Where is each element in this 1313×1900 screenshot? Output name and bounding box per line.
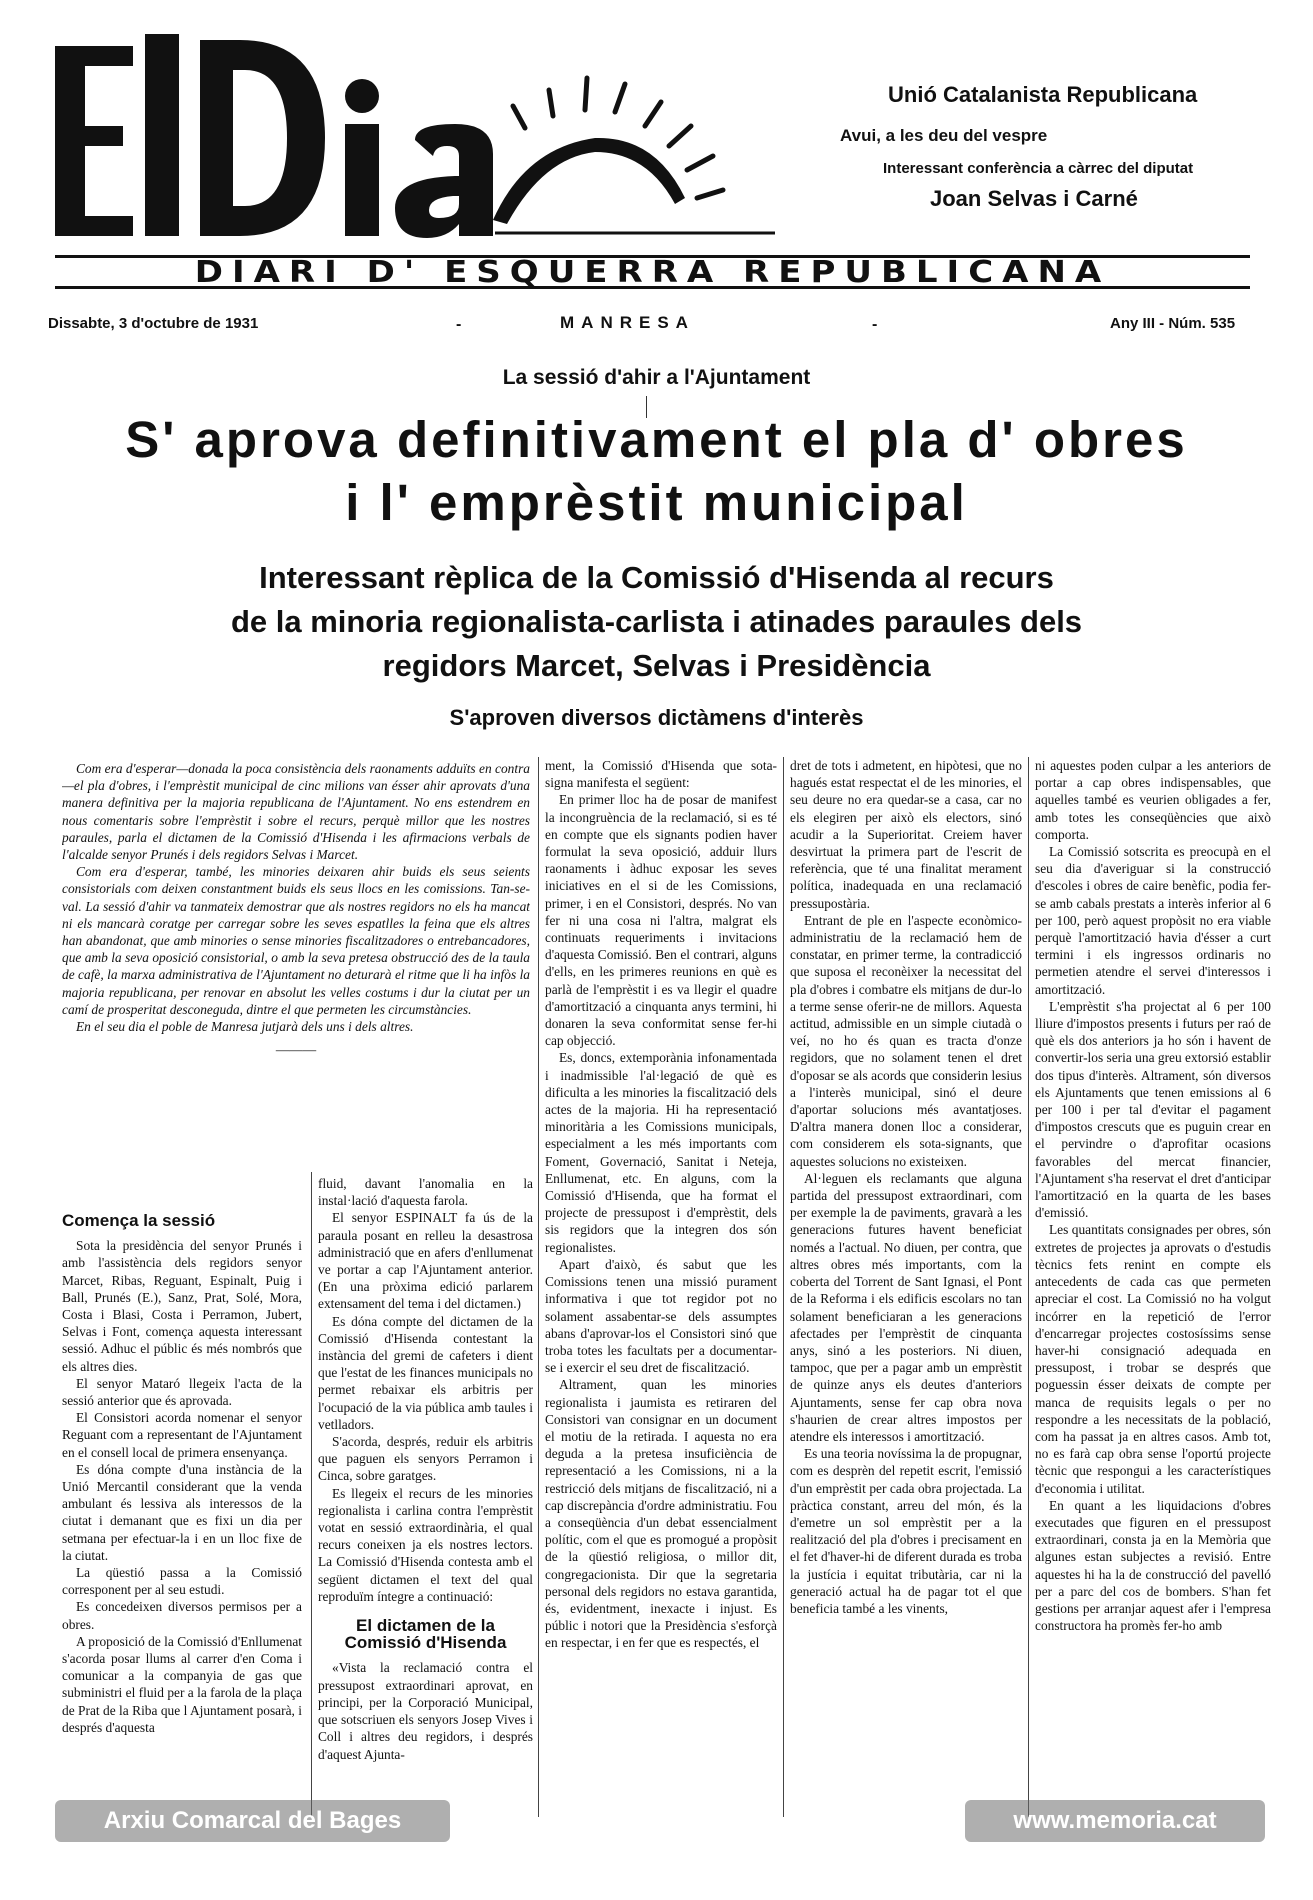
column-session-continued — [318, 1175, 533, 1812]
issue-number: Any III - Núm. 535 — [1110, 315, 1236, 332]
column-rule — [311, 1172, 312, 1817]
body-paragraph: Entrant de ple en l'aspecte econòmico-administratiu de la reclamació hem de constatar, en primer terme, la contradicció que suposa el reconèixer la necessitat del pla d'obres i combatre els mitjans de dur-lo a terme sense oferir-ne de millors. Aquesta actitud, admissible en un simple ciutadà o veí, no ho és quan es tracta d'onze regidors, que no solament tenen el dret d'oposar se als acords que considerin lesius a l'interès municipal, sinó el deure d'aportar solucions més avantatjoses. D'altra manera donen lloc a considerar, com considerem els sota-signants, que aquestes solucions no existeixen. — [790, 912, 1022, 1169]
body-paragraph: En primer lloc ha de posar de manifest la incongruència de la reclamació, si es té en compte que els signants podien haver formulat la seva oposició, adduir llurs raonaments i àdhuc exposar les seves iniciatives en el si de les Comissions, primer, i en el Consistori, després. No van fer ni una cosa ni l'altra, malgrat els continuats requeriments i invitacions d'aquesta Comissió. Ben el contrari, alguns d'ells, en les primeres reunions en què es parlà de l'emprèstit i es va llegir el quadre d'amortització a cinquanta anys termini, hi donaren la seva conformitat sense fer-hi cap objecció. — [545, 792, 777, 1049]
subdeck: S'aproven diversos dictàmens d'interès — [449, 705, 864, 730]
dateline-separator: - — [456, 316, 462, 333]
issue-date: Dissabte, 3 d'octubre de 1931 — [48, 315, 259, 332]
body-paragraph: ment, la Comissió d'Hisenda que sota-signa manifesta el següent: — [545, 758, 777, 791]
column-dictamen-2 — [790, 757, 1022, 1812]
announcement-speaker: Joan Selvas i Carné — [930, 186, 1138, 211]
body-paragraph: Es, doncs, extemporània infonamentada i inadmissible l'al·legació de què es dificulta a les minories la fiscalització dels actes de la majoria. Hi ha representació minoritària a les Comissions municipals, especialment a les més importants com Foment, Governació, Sanitat i Neteja, Enllumenat, etc. En alguns, com la Comissió d'Hisenda, que ha format el projecte de pressupost i d'emprèstit, dels sis regidors que la integren dos són regionalistes. — [545, 1050, 777, 1255]
announcement-org: Unió Catalanista Republicana — [888, 82, 1198, 107]
column-dictamen-3 — [1035, 757, 1271, 1812]
article-kicker: La sessió d'ahir a l'Ajuntament — [502, 366, 811, 389]
body-paragraph: En quant a les liquidacions d'obres executades que figuren en el pressupost extraordinari, consta ja en la Memòria que algunes estan subjectes a revisió. Entre aquestes hi ha la de construcció del pavelló per a parc del cos de bombers. S'han fet gestions per arranjar aquest afer i l'empresa constructora ha promès fer-ho amb — [1035, 1497, 1271, 1634]
column-rule — [1028, 757, 1029, 1817]
announcement-time: Avui, a les deu del vespre — [840, 126, 1048, 145]
headline-line-1: S' aprova definitivament el pla d' obres — [125, 411, 1188, 468]
body-paragraph: El Consistori acorda nomenar el senyor Reguant com a representant de l'Ajuntament en el consell local de primera ensenyança. — [62, 1410, 302, 1460]
body-paragraph: El senyor ESPINALT fa ús de la paraula posant en relleu la desastrosa administració que en afers d'enllumenat ve portar a cap l'Ajuntament anterior. (En una pròxima edició parlarem extensament del tema i del dictamen.) — [318, 1210, 533, 1312]
body-paragraph: El senyor Mataró llegeix l'acta de la sessió anterior que és aprovada. — [62, 1375, 302, 1409]
body-paragraph: fluid, davant l'anomalia en la instal·lació d'aquesta farola. — [318, 1176, 533, 1209]
masthead-logo — [55, 28, 775, 243]
archive-watermark: Arxiu Comarcal del Bages — [55, 1800, 450, 1842]
body-paragraph: Sota la presidència del senyor Prunés i amb l'assistència dels regidors senyor Marcet, Ribas, Reguant, Espinalt, Puig i Ball, Prunés (E.), Sanz, Prat, Solé, Mora, Costa i Blasi, Costa i Perramon, Jubert, Selvas i Font, comença aquesta interessant sessió. Adhuc el públic és més nombrós que els altres dies. — [62, 1238, 302, 1374]
body-paragraph: Altrament, quan les minories regionalista i jaumista es retiraren del Consistori van consignar en un document el motiu de la retirada. I aquesta no era deguda a la pretesa insuficiència de representació a les Comissions, ni a la restricció dels mitjans de fiscalització, ni a cap discrepància d'ordre administratiu. Fou a conseqüència d'un debat essencialment polític, com el que es promogué a propòsit de la qüestió religiosa, o millor dit, congregacionista. Dir que la segretaria personal dels regidors no estava garantida, és, evidentment, inexacte i injust. Es públic i notori que la Presidència s'esforçà en respectar, i en fer que es respectés, el — [545, 1377, 777, 1651]
masthead-subtitle: DIARI D' ESQUERRA REPUBLICANA — [194, 254, 1111, 290]
column-rule — [538, 757, 539, 1817]
website-watermark: www.memoria.cat — [965, 1800, 1265, 1842]
column-session-start — [62, 1212, 302, 1812]
issue-city: MANRESA — [560, 313, 695, 332]
body-paragraph: Al·leguen els reclamants que alguna partida del pressupost extraordinari, com per exemple la de paviments, gravarà a les generacions futures havent beneficiat només a l'actual. No diuen, per contra, que altres obres més importants, com la coberta del Torrent de Sant Ignasi, el Pont de la Reforma i els edificis escolars no tan solament beneficiaran a les generacions afectades per l'emprèstit de cinquanta anys, sinó a les posteriors. Ni diuen, tampoc, que per a pagar amb un emprèstit de quinze anys els deutes d'anteriors Ajuntaments, sense fer cap obra nova s'haurien de crear altres impostos per atendre els interessos i amortització. — [790, 1170, 1022, 1444]
article-intro — [62, 760, 530, 1150]
body-paragraph: Es dóna compte d'una instància de la Unió Mercantil considerant que la venda ambulant és lessiva als interessos de la ciutat i demanant que es fixi un dia per setmana per efectuar-la i en un lloc fixe de la ciutat. — [62, 1461, 302, 1563]
intro-paragraph: Com era d'esperar—donada la poca consistència dels raonaments adduïts en contra—el pla d'obres, i l'emprèstit municipal de cinc milions van ésser ahir aprovats d'una manera definitiva per la majoria republicana de l'Ajuntament. No ens estendrem en nous comentaris sobre l'emprèstit i sobre el recurs, perquè millor que les nostres paraules, parla el dictamen de la Comissió d'Hisenda i les afirmacions verbals de l'alcalde senyor Prunés i dels regidors Selvas i Marcet. — [62, 761, 530, 863]
body-paragraph: La qüestió passa a la Comissió corresponent per al seu estudi. — [62, 1565, 302, 1598]
body-paragraph: Es dóna compte del dictamen de la Comissió d'Hisenda contestant la instància del gremi de cafeters i dient que l'estat de les finances municipals no permet rebaixar els arbitris per l'ocupació de la via pública amb taules i vetlladors. — [318, 1313, 533, 1432]
body-paragraph: ni aquestes poden culpar a les anteriors de portar a cap obres indispensables, que aquelles també es veurien obligades a fer, amb totes les conseqüències que això comporta. — [1035, 758, 1271, 842]
body-paragraph: La Comissió sotscrita es preocupà en el seu dia d'averiguar si la construcció d'escoles i obres de caire benèfic, podia fer-se amb cabals prestats a interès inferior al 6 per 100, però aquest propòsit no era viable perquè l'amortització havia d'ésser a curt termini i els ingressos ordinaris no permetien atendre el servei d'interessos i amortització. — [1035, 844, 1271, 997]
dateline-separator: - — [872, 316, 878, 333]
column-dictamen-1 — [545, 757, 777, 1812]
body-paragraph: A proposició de la Comissió d'Enllumenat s'acorda posar llums al carrer d'en Coma i comunicar a la companyia de gas que subministri el fluid per a la farola de la plaça de Prat de la Riba que l Ajuntament posarà, i després d'aquesta — [62, 1633, 302, 1735]
section-heading: El dictamen de la Comissió d'Hisenda — [344, 1616, 507, 1653]
body-paragraph: Les quantitats consignades per obres, són extretes de projectes ja aprovats o d'estudis tècnics fets renint en compte els antecedents de cada cas que permeten apreciar el cost. La Comissió no ha volgut incórrer en la repetició de l'error d'encarregar projectes costosíssims sense haver-hi consignació adequada en pressupost, i trobar se després que poguessin ésser deixats de compte per manca de requisits legals o per no respondre a les necessitats de la població, com ha passat ja en altres casos. Amb tot, no es farà cap obra sense l'oportú projecte tècnic que respongui a les característiques d'economia i utilitat. — [1035, 1222, 1271, 1496]
body-paragraph: Apart d'això, és sabut que les Comissions tenen una missió purament informativa i que tot regidor pot no solament assabentar-se dels assumptes abans d'aprovar-los el Consistori sinó que troba totes les facultats per a documentar-se i exercir el seu dret de fiscalització. — [545, 1256, 777, 1376]
deck-line-2: de la minoria regionalista-carlista i atinades paraules dels — [230, 604, 1083, 639]
section-heading: Comença la sessió — [62, 1212, 216, 1230]
deck-line-3: regidors Marcet, Selvas i Presidència — [382, 648, 931, 683]
intro-paragraph: Com era d'esperar, també, les minories deixaren ahir buids els seus seients consistorials com deixen constantment buids els seus llocs en les comissions. Tan-se-val. La sessió d'ahir va tanmateix demostrar que als nostres regidors no els ha mancat ni els mancarà coratge per carregar sobre les seves espatlles la feina que els altres han abandonat, que amb minories o sense minories fiscalitzadores o entrebancadores, que amb la seva oposició consistorial, o amb la seva pretesa obstrucció des de la taula de cafè, la marxa administrativa de l'Ajuntament no deturarà el ritme que li ha infòs la majoria republicana, per renovar en absolut les velles costums i dur la ciutat per un camí de prosperitat desconeguda, dintre el que permeten les circumstàncies. — [62, 864, 530, 1017]
body-paragraph: L'emprèstit s'ha projectat al 6 per 100 lliure d'impostos presents i futurs per raó de què els dos anteriors ja ho són i havent de convertir-los seria una greu extorsió establir dos tipus d'interès. Altrament, són diversos els Ajuntaments que tenen emissions al 6 per 100 i per tal d'evitar el pagament d'impostos crescuts que es puguin crear en el pervindre o d'aprofitar ocasions favorables del mercat financier, l'Ajuntament s'ha reservat el dret d'anticipar l'amortització en la quarta de les bases d'emissió. — [1035, 998, 1271, 1221]
deck-line-1: Interessant rèplica de la Comissió d'Hisenda al recurs — [259, 560, 1054, 595]
announcement-event: Interessant conferència a càrrec del diputat — [883, 160, 1194, 177]
body-paragraph: Es llegeix el recurs de les minories regionalista i carlina contra l'emprèstit votat en sessió extraordinària, el qual recurs coneixen ja els nostres lectors. La Comissió d'Hisenda contesta amb el següent dictamen el text del qual reproduïm íntegre a continuació: — [318, 1485, 533, 1604]
body-paragraph: dret de tots i admetent, en hipòtesi, que no hagués estat respectat el de les minories, el seu deure no era quedar-se a casa, car no els elegiren per això els electors, sinó acudir a la Superioritat. Creiem haver desvirtuat la primera part de l'escrit de referència, que té una finalitat merament política, inadequada en una reclamació pressupostària. — [790, 758, 1022, 911]
headline-line-2: i l' emprèstit municipal — [345, 474, 968, 531]
masthead-subtitle-band — [55, 255, 1250, 289]
body-paragraph: Es una teoria novíssima la de propugnar, com es desprèn del repetit escrit, l'emissió d'un emprèstit per cada obra projectada. La pràctica constant, arreu del món, és la d'emetre un sol emprèstit per a la realització del pla d'obres i precisament en el fet d'haver-hi de diferent durada es troba la justícia i equitat tributària, car ni la generació actual ha de pagar tot el que beneficia també a les vinents, — [790, 1446, 1022, 1616]
column-rule — [783, 757, 784, 1817]
intro-separator: ——— — [275, 1042, 317, 1058]
body-paragraph: Es concedeixen diversos permisos per a obres. — [62, 1599, 302, 1632]
intro-paragraph: En el seu dia el poble de Manresa jutjarà dels uns i dels altres. — [76, 1019, 414, 1035]
body-paragraph: «Vista la reclamació contra el pressupost extraordinari aprovat, en principi, per la Corporació Municipal, que sotscriuen els senyors Josep Vives i Coll i altres deu regidors, i després d'aquest Ajunta- — [318, 1660, 533, 1762]
body-paragraph: S'acorda, després, reduir els arbitris que paguen els senyors Perramon i Cinca, sobre garatges. — [318, 1434, 533, 1484]
